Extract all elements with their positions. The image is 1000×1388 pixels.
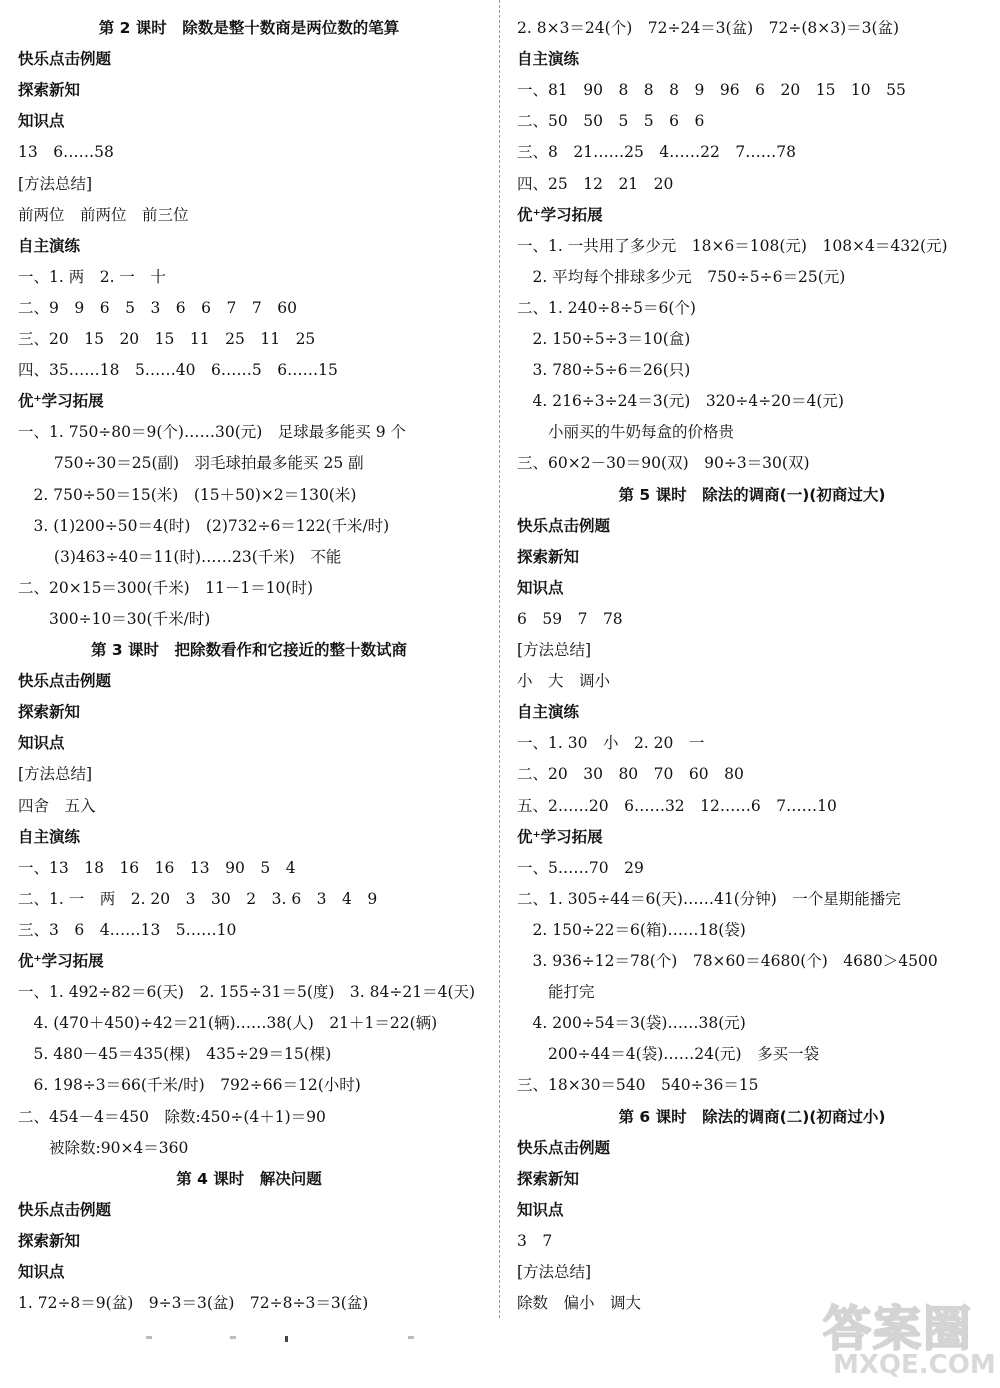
watermark-url: MXQE.COM [833, 1350, 996, 1380]
section-heading: 快乐点击例题 [18, 1200, 112, 1219]
answer-line: 5. 480－45＝435(棵) 435÷29＝15(棵) [18, 1045, 332, 1064]
lesson-title: 第 5 课时 除法的调商(一)(初商过大) [618, 485, 886, 504]
lesson-title: 第 2 课时 除数是整十数商是两位数的笔算 [98, 19, 400, 37]
answer-line: 2. 150÷5÷3＝10(盒) [517, 330, 691, 348]
answer-line: 2. 750÷50＝15(米) (15＋50)×2＝130(米) [18, 485, 357, 504]
column-divider [499, 0, 501, 1318]
answer-line: 五、2……20 6……32 12……6 7……10 [517, 796, 837, 815]
bottom-marks [140, 1336, 460, 1342]
answer-line: 除数 偏小 调大 [517, 1294, 642, 1313]
section-heading: 优⁺学习拓展 [517, 205, 603, 224]
answer-line: 被除数:90×4＝360 [18, 1138, 189, 1157]
lesson-title: 第 4 课时 解决问题 [176, 1169, 322, 1188]
section-heading: 探索新知 [18, 1231, 81, 1250]
answer-line: 三、60×2－30＝90(双) 90÷3＝30(双) [517, 454, 810, 473]
answer-line: [方法总结] [517, 641, 592, 659]
section-heading: 探索新知 [517, 1169, 580, 1188]
watermark-chars: 答案圈 [823, 1301, 974, 1357]
answer-line: 三、18×30＝540 540÷36＝15 [517, 1076, 759, 1095]
answer-line: 小 大 调小 [517, 672, 611, 691]
answer-line: [方法总结] [18, 174, 93, 193]
answer-line: 小丽买的牛奶每盒的价格贵 [517, 423, 735, 442]
answer-line: 二、50 50 5 5 6 6 [517, 112, 705, 131]
lesson-title: 第 6 课时 除法的调商(二)(初商过小) [618, 1107, 886, 1126]
section-heading: 快乐点击例题 [517, 516, 611, 535]
section-heading: 快乐点击例题 [18, 672, 112, 691]
answer-line: 能打完 [517, 983, 595, 1002]
section-heading: 知识点 [517, 578, 564, 597]
answer-line: 一、81 90 8 8 8 9 96 6 20 15 10 55 [517, 81, 906, 100]
answer-line: 一、13 18 16 16 13 90 5 4 [18, 858, 296, 877]
section-heading: 优⁺学习拓展 [517, 827, 603, 846]
section-heading: 探索新知 [18, 703, 81, 722]
answer-line: 200÷44＝4(袋)……24(元) 多买一袋 [517, 1045, 820, 1064]
answer-line: 2. 150÷22＝6(箱)……18(袋) [517, 920, 746, 939]
answer-line: 二、20 30 80 70 60 80 [517, 765, 744, 784]
answer-line: 3 7 [517, 1231, 553, 1250]
watermark-logo [815, 1290, 995, 1385]
answer-line: 4. 216÷3÷24＝3(元) 320÷4÷20＝4(元) [517, 392, 844, 411]
answer-line: 4. (470＋450)÷42＝21(辆)……38(人) 21＋1＝22(辆) [18, 1014, 438, 1033]
section-heading: 知识点 [18, 734, 65, 753]
answer-line: 四舍 五入 [18, 796, 96, 815]
answer-line: (3)463÷40＝11(时)……23(千米) 不能 [18, 547, 342, 566]
answer-line: 二、454－4＝450 除数:450÷(4＋1)＝90 [18, 1107, 326, 1126]
answer-line: 二、1. 240÷8÷5＝6(个) [517, 298, 696, 317]
section-heading: 知识点 [18, 112, 65, 131]
answer-line: 3. (1)200÷50＝4(时) (2)732÷6＝122(千米/时) [18, 516, 390, 535]
answer-line: 1. 72÷8＝9(盆) 9÷3＝3(盆) 72÷8÷3＝3(盆) [18, 1294, 369, 1313]
answer-line: 一、1. 一共用了多少元 18×6＝108(元) 108×4＝432(元) [517, 236, 948, 255]
answer-line: 6. 198÷3＝66(千米/时) 792÷66＝12(小时) [18, 1076, 361, 1095]
section-heading: 优⁺学习拓展 [18, 392, 104, 411]
section-heading: 优⁺学习拓展 [18, 952, 104, 970]
answer-line: 一、5……70 29 [517, 858, 644, 877]
answer-line: 四、25 12 21 20 [517, 174, 674, 193]
answer-line: 750÷30＝25(副) 羽毛球拍最多能买 25 副 [18, 454, 364, 473]
section-heading: 知识点 [18, 1263, 65, 1281]
section-heading: 自主演练 [517, 50, 580, 69]
answer-line: 3. 780÷5÷6＝26(只) [517, 361, 691, 380]
section-heading: 自主演练 [18, 236, 81, 255]
answer-line: 4. 200÷54＝3(袋)……38(元) [517, 1014, 746, 1033]
answer-line: 13 6……58 [18, 143, 114, 162]
section-heading: 探索新知 [517, 547, 580, 566]
section-heading: 探索新知 [18, 81, 81, 100]
answer-line: 前两位 前两位 前三位 [18, 205, 189, 224]
answer-line: 二、9 9 6 5 3 6 6 7 7 60 [18, 298, 297, 317]
answer-line: 三、20 15 20 15 11 25 11 25 [18, 330, 316, 348]
section-heading: 快乐点击例题 [18, 50, 112, 69]
answer-line: [方法总结] [18, 765, 93, 784]
answer-line: 二、1. 一 两 2. 20 3 30 2 3. 6 3 4 9 [18, 889, 378, 908]
answer-line: 二、20×15＝300(千米) 11－1＝10(时) [18, 578, 314, 597]
answer-line: 二、1. 305÷44＝6(天)……41(分钟) 一个星期能播完 [517, 889, 901, 908]
section-heading: 快乐点击例题 [517, 1138, 611, 1157]
answer-line: 2. 平均每个排球多少元 750÷5÷6＝25(元) [517, 267, 846, 286]
answer-line: [方法总结] [517, 1263, 592, 1281]
answer-line: 6 59 7 78 [517, 609, 623, 628]
answer-line: 一、1. 750÷80＝9(个)……30(元) 足球最多能买 9 个 [18, 423, 407, 442]
answer-line: 四、35……18 5……40 6……5 6……15 [18, 361, 338, 380]
answer-line: 三、3 6 4……13 5……10 [18, 920, 237, 939]
section-heading: 自主演练 [18, 827, 81, 846]
answer-line: 3. 936÷12＝78(个) 78×60＝4680(个) 4680＞4500 [517, 952, 938, 970]
answer-line: 一、1. 30 小 2. 20 一 [517, 734, 705, 753]
answer-line: 2. 8×3＝24(个) 72÷24＝3(盆) 72÷(8×3)＝3(盆) [517, 19, 900, 37]
answer-line: 三、8 21……25 4……22 7……78 [517, 143, 796, 162]
answer-line: 一、1. 两 2. 一 十 [18, 267, 166, 286]
answer-line: 一、1. 492÷82＝6(天) 2. 155÷31＝5(度) 3. 84÷21＝4(天) [18, 983, 476, 1002]
section-heading: 自主演练 [517, 703, 580, 722]
section-heading: 知识点 [517, 1200, 564, 1219]
lesson-title: 第 3 课时 把除数看作和它接近的整十数试商 [90, 641, 408, 659]
answer-line: 300÷10＝30(千米/时) [18, 609, 211, 628]
